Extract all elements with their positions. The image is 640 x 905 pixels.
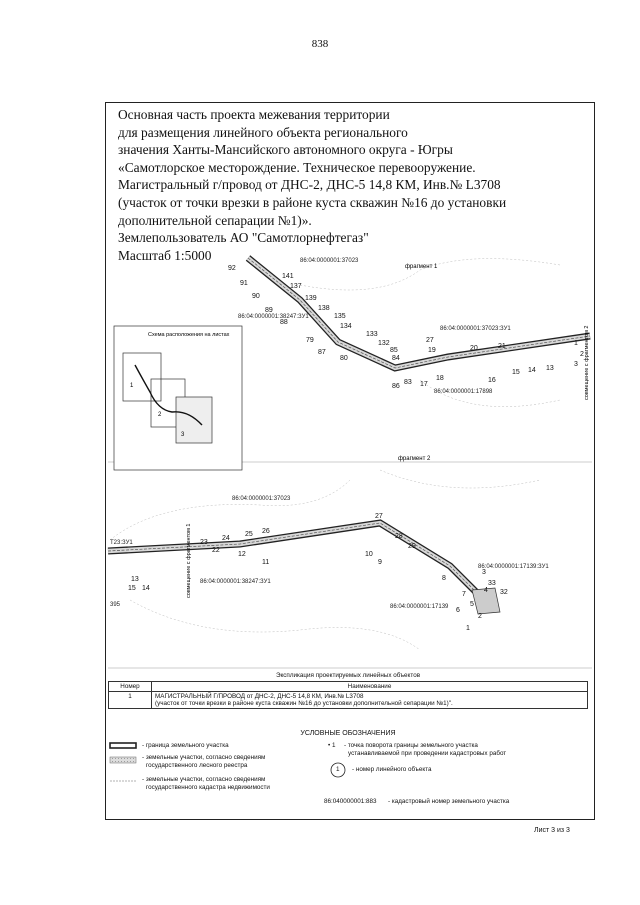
table-header-row <box>109 682 588 692</box>
turn-point-label: 5 <box>470 601 474 608</box>
turn-point-label: 135 <box>334 313 346 320</box>
turn-point-label: 2 <box>580 351 584 358</box>
explication-block <box>108 672 588 709</box>
turn-point-label: 139 <box>305 295 317 302</box>
title-line-7: дополнительной сепарации №1)». <box>118 212 312 228</box>
inset-title: Схема расположения на листах <box>148 332 230 338</box>
turn-point-label: 83 <box>404 379 412 386</box>
column-header-name: Наименование <box>152 682 588 692</box>
row-number: 1 <box>109 692 152 709</box>
forest-symbol <box>110 757 136 763</box>
turn-point-label: 137 <box>290 283 302 290</box>
cadastral-label: 86:04:0000001:38247:ЗУ1 <box>238 314 309 320</box>
inset-sheet-1: 1 <box>130 383 134 389</box>
turn-point-label: 18 <box>436 375 444 382</box>
turn-point-label: 29 <box>408 543 416 550</box>
side-label-right: совмещение с фрагментом 2 <box>584 325 590 400</box>
legend-cadastral: - кадастровый номер земельного участка <box>388 798 510 805</box>
title-line-3: значения Ханты-Мансийского автономного округа - Югры <box>118 142 453 158</box>
turn-point-label: 20 <box>470 345 478 352</box>
boundary-symbol <box>110 743 136 748</box>
inset-sheet-2: 2 <box>158 412 162 418</box>
turn-point-label: 19 <box>428 347 436 354</box>
title-line-4: «Самотлорское месторождение. Техническое перевооружение. <box>118 159 476 175</box>
turn-point-label: 32 <box>500 589 508 596</box>
turn-point-label: 23 <box>200 539 208 546</box>
turn-point-label: 15 <box>128 585 136 592</box>
turn-point-label: 7 <box>462 591 466 598</box>
turn-point-label: 11 <box>262 559 270 566</box>
land-user: Землепользователь АО "Самотлорнефтегаз" <box>118 230 369 246</box>
cadastral-label: 395 <box>110 602 121 608</box>
legend-turn-point-line-2: устанавливаемой при проведении кадастровых работ <box>348 750 507 757</box>
side-label-left: совмещение с фрагментом 1 <box>186 523 192 598</box>
turn-point-label: 10 <box>365 551 373 558</box>
turn-point-label: 133 <box>366 331 378 338</box>
legend <box>108 730 588 815</box>
legend-gkn-line-2: государственного кадастра недвижимости <box>146 784 270 791</box>
turn-point-label: 12 <box>238 551 246 558</box>
turn-point-label: 86 <box>392 383 400 390</box>
legend-forest-line-1: - земельные участки, согласно сведениям <box>142 754 266 761</box>
turn-point-label: 26 <box>262 528 270 535</box>
pipeline-corridor-f1 <box>248 258 590 368</box>
turn-point-label: 141 <box>282 273 294 280</box>
explication-title: Экспликация проектируемых линейных объектов <box>275 672 421 679</box>
turn-point-label: 85 <box>390 347 398 354</box>
row-name-line-1: МАГИСТРАЛЬНЫЙ Г/ПРОВОД от ДНС-2, ДНС-5 14,8 КМ, Инв.№ L3708 <box>155 693 364 700</box>
turn-point-label: 4 <box>484 587 488 594</box>
title-line-6: (участок от точки врезки в районе куста скважин №16 до установки <box>118 194 507 210</box>
fragment-1-label: фрагмент 1 <box>405 264 438 270</box>
turn-point-label: 22 <box>212 547 220 554</box>
turn-point-label: 92 <box>228 265 236 272</box>
turn-point-label: 3 <box>482 569 486 576</box>
turn-point-label: 25 <box>245 531 253 538</box>
table-row <box>109 692 588 709</box>
turn-point-label: 91 <box>240 280 248 287</box>
legend-turn-point-line-1: - точка поворота границы земельного участка <box>344 742 478 749</box>
turn-point-label: 6 <box>456 607 460 614</box>
turn-point-label: 80 <box>340 355 348 362</box>
turn-point-label: 134 <box>340 323 352 330</box>
title-line-2: для размещения линейного объекта регионального <box>118 124 408 140</box>
cadastral-label: 86:04:0000001:37023 <box>300 258 359 264</box>
inset-scheme <box>114 326 242 470</box>
turn-point-label: 89 <box>265 307 273 314</box>
turn-point-label: 8 <box>442 575 446 582</box>
sheet-label: Лист 3 из 3 <box>534 827 570 834</box>
turn-point-label: 90 <box>252 293 260 300</box>
title-line-1: Основная часть проекта межевания территории <box>118 107 390 122</box>
legend-turn-point-symbol: • 1 <box>328 742 336 749</box>
turn-point-label: 3 <box>574 361 578 368</box>
row-name <box>152 692 588 709</box>
turn-point-label: 1 <box>466 625 470 632</box>
pipeline-corridor-f2 <box>108 523 500 614</box>
turn-point-label: 33 <box>488 580 496 587</box>
turn-point-label: 27 <box>375 513 383 520</box>
turn-point-label: 17 <box>420 381 428 388</box>
turn-point-label: 21 <box>498 343 506 350</box>
cadastral-label: T23:ЗУ1 <box>110 540 133 546</box>
legend-boundary: - граница земельного участка <box>142 742 229 749</box>
cadastral-label: 86:04:0000001:17139 <box>390 604 449 610</box>
turn-point-label: 79 <box>306 337 314 344</box>
turn-point-label: 88 <box>280 319 288 326</box>
turn-point-label: 87 <box>318 349 326 356</box>
legend-forest-line-2: государственного лесного реестра <box>146 762 248 769</box>
turn-point-label: 14 <box>142 585 150 592</box>
turn-point-label: 13 <box>546 365 554 372</box>
turn-point-label: 84 <box>392 355 400 362</box>
turn-point-label: 28 <box>395 533 403 540</box>
title-line-5: Магистральный г/провод от ДНС-2, ДНС-5 14,8 КМ, Инв.№ L3708 <box>118 177 501 193</box>
row-name-line-2: (участок от точки врезки в районе куста скважин №16 до установки дополнительной сепарации №1)". <box>155 700 453 707</box>
legend-object-symbol: 1 <box>336 766 340 773</box>
cadastral-label: 86:04:0000001:37023 <box>232 496 291 502</box>
explication-table <box>108 681 588 709</box>
cadastral-label: 86:04:0000001:38247:ЗУ1 <box>200 579 271 585</box>
scale-label: Масштаб 1:5000 <box>118 247 212 263</box>
turn-point-label: 138 <box>318 305 330 312</box>
turn-point-label: 9 <box>378 559 382 566</box>
turn-point-label: 2 <box>478 613 482 620</box>
turn-point-label: 14 <box>528 367 536 374</box>
cadastral-label: 86:04:0000001:37023:ЗУ1 <box>440 326 511 332</box>
turn-point-label: 15 <box>512 369 520 376</box>
inset-sheet-3: 3 <box>181 432 185 438</box>
legend-object: - номер линейного объекта <box>352 766 432 773</box>
turn-point-label: 1 <box>574 340 578 347</box>
turn-point-label: 13 <box>131 576 139 583</box>
turn-point-label: 24 <box>222 535 230 542</box>
legend-cadastral-symbol: 86:040000001:883 <box>324 798 377 805</box>
legend-title: УСЛОВНЫЕ ОБОЗНАЧЕНИЯ <box>300 730 396 737</box>
turn-point-label: 27 <box>426 337 434 344</box>
turn-point-label: 132 <box>378 340 390 347</box>
cadastral-label: 86:04:0000001:17898 <box>434 389 493 395</box>
legend-gkn-line-1: - земельные участки, согласно сведениям <box>142 776 266 783</box>
fragment-2-label: фрагмент 2 <box>398 456 431 462</box>
column-header-number: Номер <box>109 682 152 692</box>
cadastral-label: 86:04:0000001:17139:ЗУ1 <box>478 564 549 570</box>
turn-point-label: 16 <box>488 377 496 384</box>
page-number: 838 <box>311 38 329 50</box>
